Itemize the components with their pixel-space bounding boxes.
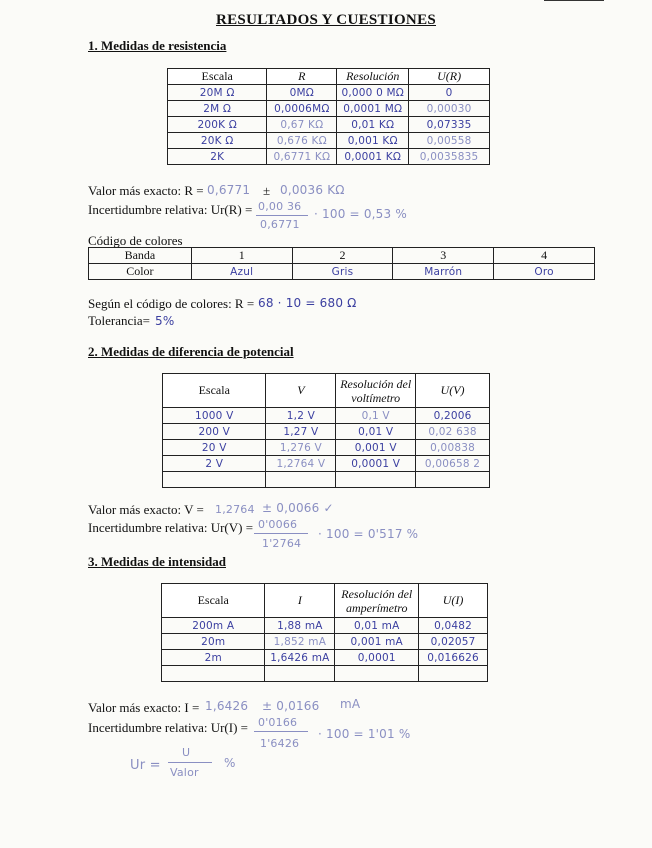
header-ur: U(R) [409,69,490,85]
cell [163,472,266,488]
rel-unc-r-label: Incertidumbre relativa: Ur(R) = [88,202,253,217]
cell: 0,01 V [336,424,416,440]
color-code-table [88,247,595,280]
cell: 0,001 V [336,440,416,456]
cell: 1,88 mA [265,618,335,634]
section-2-heading: 2. Medidas de diferencia de potencial [88,344,294,359]
best-value-v-label: Valor más exacto: V = [88,502,204,517]
cell: Gris [292,264,393,280]
current-header-row [162,584,488,618]
cell: 2m [162,650,265,666]
cell: Color [89,264,192,280]
cell: 1,6426 mA [265,650,335,666]
cell [162,666,265,682]
cell: 200 V [163,424,266,440]
header-r: R [267,69,337,85]
resistance-header-row [168,69,490,85]
cell: 0,00838 [416,440,490,456]
tolerance-label: Tolerancia= [88,313,150,328]
table-row-empty [162,666,488,682]
cell: 0,6771 KΩ [267,149,337,165]
cell: 0MΩ [267,85,337,101]
header-escala: Escala [168,69,267,85]
formula-note-right: % [224,756,236,770]
section-3-heading: 3. Medidas de intensidad [88,554,226,569]
cell: 0,00030 [409,101,490,117]
rel-unc-i-label: Incertidumbre relativa: Ur(I) = [88,720,249,735]
rel-unc-r-den: 0,6771 [260,218,300,231]
cell: Azul [191,264,292,280]
cell: 1,852 mA [265,634,335,650]
cell: 0,0001 MΩ [337,101,409,117]
fraction-bar [254,731,308,732]
formula-note-num: U [182,746,191,759]
cell: 0,07335 [409,117,490,133]
cell: 0,01 mA [335,618,419,634]
best-value-r-label: Valor más exacto: R = [88,183,204,198]
cell: 0,00558 [409,133,490,149]
cell: 0,000 0 MΩ [337,85,409,101]
header-i: I [265,584,335,618]
cell: 0,1 V [336,408,416,424]
cell: 0,2006 [416,408,490,424]
cell: 200K Ω [168,117,267,133]
cell: 0,001 KΩ [337,133,409,149]
table-row [168,149,490,165]
cell: 20 V [163,440,266,456]
header-ui: U(I) [419,584,488,618]
voltage-header-row [163,374,490,408]
best-value-i: 1,6426 [205,699,249,713]
cell [266,472,336,488]
color-code-r-label: Según el código de colores: R = [88,296,255,311]
cell: 3 [393,248,494,264]
table-row [163,440,490,456]
cell [416,472,490,488]
table-row [168,85,490,101]
fraction-bar [168,762,212,763]
cell: 0,0482 [419,618,488,634]
rel-unc-i-den: 1'6426 [260,737,300,750]
cell: 200m A [162,618,265,634]
cell: 1,276 V [266,440,336,456]
cell: Oro [494,264,595,280]
cell: 1,2764 V [266,456,336,472]
cell: 2 V [163,456,266,472]
section-1-heading: 1. Medidas de resistencia [88,38,227,53]
rel-unc-v-label: Incertidumbre relativa: Ur(V) = [88,520,254,535]
table-row [168,117,490,133]
cell: 0,0001 [335,650,419,666]
cell: 0,67 KΩ [267,117,337,133]
voltage-table [162,373,490,488]
header-resolucion-amperimetro: Resolución del amperímetro [335,584,419,618]
cell: 20K Ω [168,133,267,149]
header-escala: Escala [162,584,265,618]
table-row [163,456,490,472]
cell: Banda [89,248,192,264]
cell [336,472,416,488]
cell: 0,0035835 [409,149,490,165]
best-value-i-label: Valor más exacto: I = [88,700,200,715]
best-unc-r: 0,0036 KΩ [280,183,345,197]
best-value-v: 1,2764 [215,503,255,516]
cell: 0,00658 2 [416,456,490,472]
rel-unc-i-num: 0'0166 [258,716,298,729]
header-resolucion: Resolución [337,69,409,85]
rel-unc-r-num: 0,00 36 [258,200,302,213]
header-uv: U(V) [416,374,490,408]
header-v: V [266,374,336,408]
rel-unc-v-num: 0'0066 [258,518,298,531]
color-code-label: Código de colores [88,233,183,248]
cell [419,666,488,682]
cell: 1000 V [163,408,266,424]
plus-minus: ± [263,183,271,198]
formula-note-left: Ur = [130,758,161,773]
best-unit-i: mA [340,697,361,711]
fraction-bar [256,215,308,216]
rel-unc-v-den: 1'2764 [262,537,302,550]
cell: 0,0006MΩ [267,101,337,117]
cell: 0,01 KΩ [337,117,409,133]
table-row [168,133,490,149]
cell [335,666,419,682]
cell: 0,001 mA [335,634,419,650]
cell: 2 [292,248,393,264]
rel-unc-v-result: · 100 = 0'517 % [318,527,419,541]
header-rule [544,0,604,1]
color-row [89,264,595,280]
formula-note-den: Valor [170,766,199,779]
cell: 2M Ω [168,101,267,117]
color-code-r-value: 68 · 10 = 680 Ω [258,296,357,310]
cell: 1,2 V [266,408,336,424]
table-row [162,634,488,650]
cell: 2K [168,149,267,165]
cell: 0,0001 KΩ [337,149,409,165]
cell: Marrón [393,264,494,280]
table-row [168,101,490,117]
header-escala: Escala [163,374,266,408]
resistance-table [167,68,490,165]
table-row [163,408,490,424]
cell: 4 [494,248,595,264]
best-unc-v: ± 0,0066 ✓ [262,501,334,515]
cell: 0,016626 [419,650,488,666]
cell: 0 [409,85,490,101]
cell: 0,02 638 [416,424,490,440]
cell: 20m [162,634,265,650]
table-row-empty [163,472,490,488]
rel-unc-r-result: · 100 = 0,53 % [314,207,407,221]
cell: 20M Ω [168,85,267,101]
best-value-r: 0,6771 [207,183,251,197]
table-row [162,650,488,666]
fraction-bar [254,533,308,534]
cell [265,666,335,682]
header-resolucion-voltimetro: Resolución del voltímetro [336,374,416,408]
table-row [162,618,488,634]
cell: 0,02057 [419,634,488,650]
cell: 0,0001 V [336,456,416,472]
cell: 1 [191,248,292,264]
current-table [161,583,488,682]
cell: 0,676 KΩ [267,133,337,149]
cell: 1,27 V [266,424,336,440]
best-unc-i: ± 0,0166 [262,699,320,713]
color-header-row [89,248,595,264]
tolerance-value: 5% [155,314,175,328]
table-row [163,424,490,440]
rel-unc-i-result: · 100 = 1'01 % [318,727,411,741]
page-title: RESULTADOS Y CUESTIONES [215,12,437,28]
